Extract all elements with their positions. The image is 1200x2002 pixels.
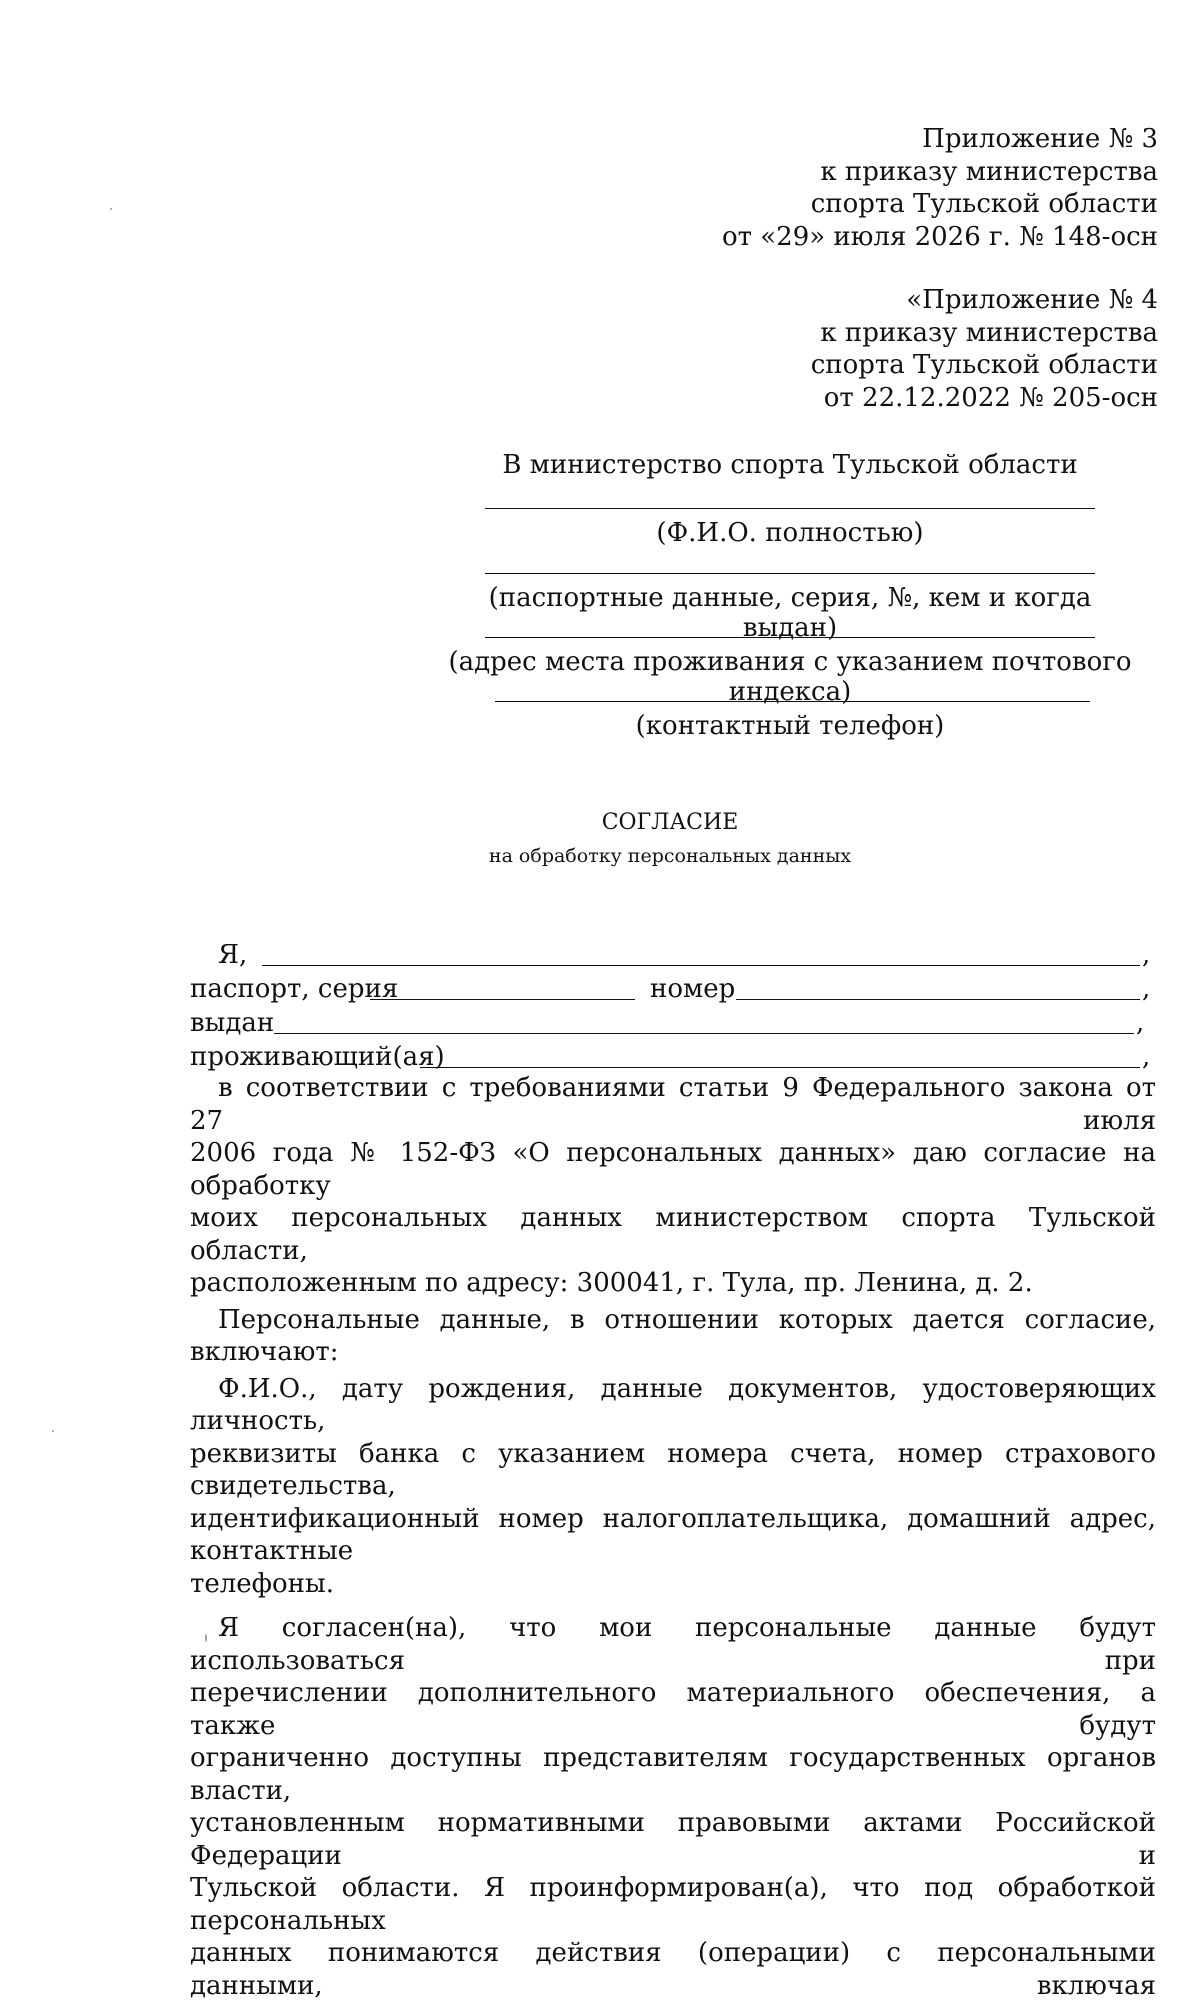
- form-row-issued: [190, 1006, 1160, 1038]
- issued-label: выдан: [190, 1008, 275, 1038]
- paragraph-line: Я согласен(на), что мои персональные данные будут использоваться при: [190, 1613, 1156, 1676]
- phone-caption: (контактный телефон): [635, 711, 945, 741]
- comma: ,: [1142, 974, 1151, 1004]
- passport-caption: (паспортные данные, серия, №, кем и когда выдан): [488, 583, 1092, 643]
- issued-underline: [274, 1033, 1134, 1034]
- passport-underline: [485, 573, 1095, 574]
- appendix-line: спорта Тульской области: [810, 189, 1158, 219]
- comma: ,: [1136, 1008, 1145, 1038]
- appendix-line: спорта Тульской области: [810, 350, 1158, 380]
- scan-speck: [52, 1430, 54, 1432]
- passport-series-underline: [370, 999, 635, 1000]
- document-title: СОГЛАСИЕ: [601, 810, 739, 835]
- paragraph-line: моих персональных данных министерством спорта Тульской области,: [190, 1203, 1156, 1266]
- consent-body: [190, 1072, 1156, 2002]
- paragraph-line: перечислении дополнительного материального обеспечения, а также будут: [190, 1678, 1156, 1741]
- residence-underline: [420, 1067, 1140, 1068]
- paragraph-line: идентификационный номер налогоплательщика, домашний адрес, контактные: [190, 1503, 1156, 1566]
- appendix-line: к приказу министерства: [820, 317, 1158, 348]
- fio-caption: (Ф.И.О. полностью): [656, 518, 924, 548]
- paragraph-line: в соответствии с требованиями статьи 9 Федерального закона от 27 июля: [190, 1073, 1156, 1136]
- comma: ,: [1142, 1042, 1151, 1072]
- document-subtitle: на обработку персональных данных: [488, 845, 852, 867]
- residing-label: проживающий(ая): [190, 1042, 445, 1072]
- passport-number-underline: [736, 999, 1140, 1000]
- name-underline: [262, 965, 1140, 966]
- recipient-organization: В министерство спорта Тульской области: [502, 450, 1078, 480]
- passport-series-label: паспорт, серия: [190, 974, 399, 1004]
- fio-underline: [485, 508, 1095, 509]
- form-row-passport: [190, 972, 1160, 1004]
- paragraph-line: Тульской области. Я проинформирован(а), что под обработкой персональных: [190, 1873, 1156, 1936]
- appendix-line: Приложение № 3: [922, 124, 1158, 154]
- passport-number-label: номер: [650, 974, 736, 1004]
- comma: ,: [1142, 940, 1151, 970]
- paragraph-line: установленным нормативными правовыми актами Российской Федерации и: [190, 1808, 1156, 1871]
- appendix-line: к приказу министерства: [820, 156, 1158, 187]
- scan-speck: [205, 1634, 207, 1642]
- paragraph-line: данных понимаются действия (операции) с персональными данными, включая: [190, 1938, 1156, 2001]
- recipient-block: [440, 0, 1140, 760]
- appendix-line: «Приложение № 4: [906, 285, 1158, 315]
- paragraph-line: расположенным по адресу: 300041, г. Тула, пр. Ленина, д. 2.: [190, 1268, 1033, 1298]
- i-label: Я,: [218, 940, 248, 970]
- paragraph-line: ограниченно доступны представителям государственных органов власти,: [190, 1743, 1156, 1806]
- phone-underline: [495, 701, 1090, 702]
- form-row-name: [190, 938, 1160, 970]
- address-underline: [485, 637, 1095, 638]
- address-caption: (адрес места проживания с указанием почтового индекса): [448, 647, 1132, 707]
- appendix-line: от «29» июля 2026 г. № 148-осн: [721, 221, 1158, 252]
- paragraph-line: 2006 года № 152-ФЗ «О персональных данных» даю согласие на обработку: [190, 1138, 1156, 1201]
- scan-speck: [110, 208, 112, 210]
- paragraph-line: реквизиты банка с указанием номера счета, номер страхового свидетельства,: [190, 1438, 1156, 1501]
- paragraph-line: Ф.И.О., дату рождения, данные документов, удостоверяющих личность,: [190, 1373, 1156, 1436]
- appendix-line: от 22.12.2022 № 205-осн: [823, 382, 1158, 413]
- paragraph-line: Персональные данные, в отношении которых дается согласие, включают:: [190, 1304, 1156, 1367]
- paragraph-line: телефоны.: [190, 1568, 334, 1599]
- form-row-residence: [190, 1040, 1160, 1072]
